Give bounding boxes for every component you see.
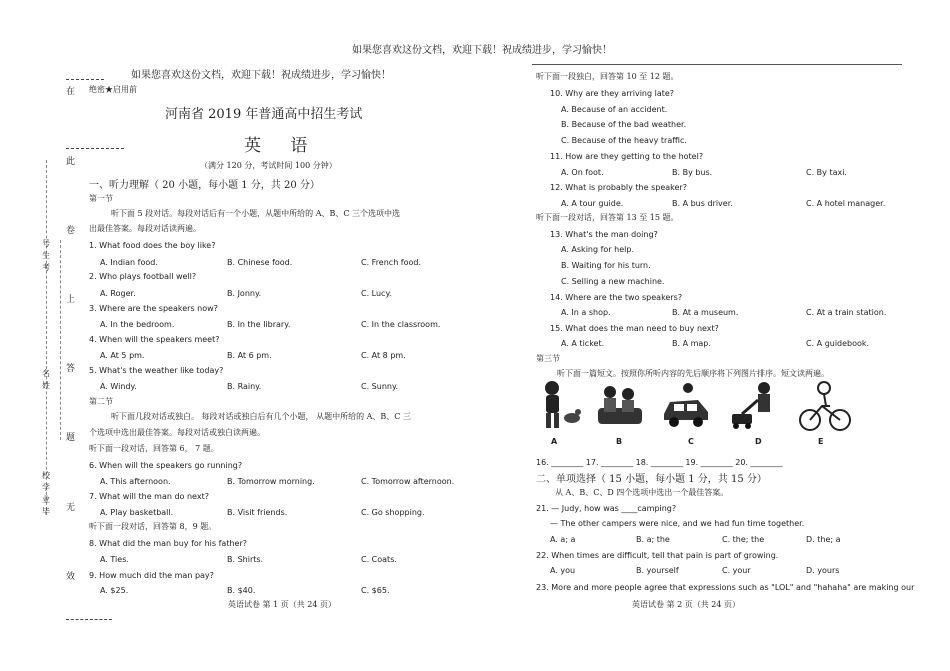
option: A. On foot. bbox=[561, 168, 604, 177]
option: C. your bbox=[722, 566, 751, 575]
option: A. Play basketball. bbox=[100, 508, 174, 517]
exam-title: 河南省 2019 年普通高中招生考试 bbox=[165, 107, 363, 122]
option: A. In the bedroom. bbox=[100, 320, 175, 329]
margin-char: 效 bbox=[66, 572, 76, 582]
picture-label: E bbox=[818, 437, 824, 446]
option: D. yours bbox=[806, 566, 840, 575]
option: D. the; a bbox=[806, 535, 841, 544]
margin-char: 卷 bbox=[66, 226, 76, 236]
question-3: 3. Where are the speakers now? bbox=[89, 304, 218, 313]
picture-b-people-sitting bbox=[596, 378, 644, 434]
margin-char: 在 bbox=[66, 87, 76, 97]
margin-char: 答 bbox=[66, 364, 76, 374]
margin-char: 此 bbox=[66, 157, 76, 167]
question-7: 7. What will the man do next? bbox=[89, 492, 209, 501]
option: B. $40. bbox=[227, 586, 256, 595]
question-15: 15. What does the man need to buy next? bbox=[550, 324, 719, 333]
section2-heading: 二、单项选择（ 15 小题，每小题 1 分，共 15 分） bbox=[536, 474, 767, 485]
option: B. Jonny. bbox=[227, 289, 262, 298]
option: B. Tomorrow morning. bbox=[227, 477, 315, 486]
part2-instruction: 个选项中选出最佳答案。每段对话或独白读两遍。 bbox=[89, 428, 265, 437]
option: B. a; the bbox=[636, 535, 670, 544]
option: B. A bus driver. bbox=[672, 199, 733, 208]
question-6: 6. When will the speakers go running? bbox=[89, 461, 243, 470]
right-footer: 英语试卷 第 2 页（共 24 页） bbox=[632, 600, 740, 609]
option: B. Waiting for his turn. bbox=[561, 261, 651, 270]
section2-instruction: 从 A、B、C、D 四个选项中选出一个最佳答案。 bbox=[555, 488, 729, 497]
option: C. At 8 pm. bbox=[361, 351, 406, 360]
question-4: 4. When will the speakers meet? bbox=[89, 335, 220, 344]
option: A. you bbox=[550, 566, 576, 575]
name-label: 名姓 bbox=[42, 369, 50, 390]
option: A. Roger. bbox=[100, 289, 136, 298]
margin-char: 无 bbox=[66, 503, 76, 513]
sub-instruction: 听下面一段独白，回答第 10 至 12 题。 bbox=[536, 72, 679, 81]
question-5: 5. What's the weather like today? bbox=[89, 366, 224, 375]
option: C. Go shopping. bbox=[361, 508, 425, 517]
question-21-line2: — The other campers were nice, and we had fun time together. bbox=[550, 519, 805, 528]
option: C. Because of the heavy traffic. bbox=[561, 136, 687, 145]
picture-label: B bbox=[616, 437, 623, 446]
option: A. This afternoon. bbox=[100, 477, 171, 486]
option: C. French food. bbox=[361, 258, 422, 267]
part2-instruction: 听下面几段对话或独白。 每段对话或独白后有几个小题， 从题中所给的 A、B、C 三 bbox=[111, 412, 411, 421]
option: B. At a museum. bbox=[672, 308, 739, 317]
school-label: 校学业毕 bbox=[42, 471, 50, 516]
option: C. A hotel manager. bbox=[806, 199, 886, 208]
picture-c-car bbox=[660, 378, 712, 434]
option: A. Ties. bbox=[100, 555, 129, 564]
picture-label: C bbox=[688, 437, 694, 446]
option: A. Because of an accident. bbox=[561, 105, 668, 114]
question-9: 9. How much did the man pay? bbox=[89, 571, 214, 580]
question-2: 2. Who plays football well? bbox=[89, 272, 197, 281]
option: A. Indian food. bbox=[100, 258, 158, 267]
question-12: 12. What is probably the speaker? bbox=[550, 183, 687, 192]
question-14: 14. Where are the two speakers? bbox=[550, 293, 683, 302]
option: C. $65. bbox=[361, 586, 390, 595]
part3-heading: 第三节 bbox=[536, 354, 560, 363]
part1-heading: 第一节 bbox=[89, 194, 113, 203]
option: B. yourself bbox=[636, 566, 679, 575]
secret-mark: 绝密★启用前 bbox=[89, 85, 137, 94]
question-1: 1. What food does the boy like? bbox=[89, 241, 216, 250]
option: C. At a train station. bbox=[806, 308, 887, 317]
exam-info: （满分 120 分，考试时间 100 分钟） bbox=[200, 161, 337, 170]
part1-instruction: 出最佳答案。每段对话读两遍。 bbox=[89, 224, 201, 233]
option: A. A ticket. bbox=[561, 339, 605, 348]
option: C. Coats. bbox=[361, 555, 397, 564]
option: C. A guidebook. bbox=[806, 339, 870, 348]
option: A. a; a bbox=[550, 535, 576, 544]
option: B. At 6 pm. bbox=[227, 351, 272, 360]
option: A. A tour guide. bbox=[561, 199, 624, 208]
option: B. A map. bbox=[672, 339, 711, 348]
question-13: 13. What's the man doing? bbox=[550, 230, 658, 239]
sub-instruction: 听下面一段对话，回答第 8，9 题。 bbox=[89, 522, 217, 531]
option: A. Asking for help. bbox=[561, 245, 634, 254]
answer-blanks: 16. ________ 17. ________ 18. ________ 19. ________ 20. ________ bbox=[536, 458, 783, 467]
picture-e-cyclist bbox=[796, 378, 852, 434]
question-22: 22. When times are difficult, tell that pain is part of growing. bbox=[536, 551, 779, 560]
picture-d-lawn-mower bbox=[728, 378, 780, 434]
picture-label: A bbox=[551, 437, 558, 446]
option: B. By bus. bbox=[672, 168, 713, 177]
option: A. At 5 pm. bbox=[100, 351, 145, 360]
option: B. Visit friends. bbox=[227, 508, 288, 517]
option: C. Tomorrow afternoon. bbox=[361, 477, 455, 486]
option: A. $25. bbox=[100, 586, 129, 595]
section1-heading: 一、听力理解（ 20 小题，每小题 1 分，共 20 分） bbox=[89, 180, 320, 191]
question-23: 23. More and more people agree that expressions such as "LOL" and "hahaha" are making our bbox=[536, 583, 915, 592]
option: C. the; the bbox=[722, 535, 765, 544]
part2-heading: 第二节 bbox=[89, 397, 113, 406]
left-banner: 如果您喜欢这份文档，欢迎下载！祝成绩进步，学习愉快！ bbox=[131, 70, 391, 81]
option: A. Windy. bbox=[100, 382, 137, 391]
part1-instruction: 听下面 5 段对话。每段对话后有一个小题，从题中所给的 A、B、C 三个选项中选 bbox=[111, 209, 401, 218]
page-banner: 如果您喜欢这份文档，欢迎下载！祝成绩进步，学习愉快！ bbox=[352, 45, 612, 56]
margin-char: 上 bbox=[66, 295, 76, 305]
question-11: 11. How are they getting to the hotel? bbox=[550, 152, 704, 161]
binding-line bbox=[46, 160, 47, 515]
option: C. Selling a new machine. bbox=[561, 277, 665, 286]
question-10: 10. Why are they arriving late? bbox=[550, 89, 675, 98]
picture-label: D bbox=[755, 437, 762, 446]
option: C. Lucy. bbox=[361, 289, 392, 298]
picture-a-boy-with-dog bbox=[536, 378, 582, 434]
option: C. Sunny. bbox=[361, 382, 399, 391]
subject-title: 英 语 bbox=[244, 136, 320, 156]
sub-instruction: 听下面一段对话，回答第 13 至 15 题。 bbox=[536, 213, 679, 222]
option: C. By taxi. bbox=[806, 168, 847, 177]
option: B. Rainy. bbox=[227, 382, 262, 391]
option: B. Shirts. bbox=[227, 555, 264, 564]
binding-dash bbox=[66, 619, 112, 620]
option: B. In the library. bbox=[227, 320, 291, 329]
margin-char: 题 bbox=[66, 433, 76, 443]
option: A. In a shop. bbox=[561, 308, 611, 317]
binding-dash bbox=[66, 148, 124, 149]
binding-dash bbox=[66, 79, 104, 80]
option: B. Chinese food. bbox=[227, 258, 293, 267]
binding-line bbox=[60, 240, 61, 440]
header-rule bbox=[532, 64, 902, 65]
question-8: 8. What did the man buy for his father? bbox=[89, 539, 247, 548]
question-21: 21. — Judy, how was ____camping? bbox=[536, 504, 677, 513]
exam-number-label: 号生考 bbox=[42, 239, 50, 272]
sub-instruction: 听下面一段对话，回答第 6， 7 题。 bbox=[89, 444, 219, 453]
part3-instruction: 听下面一篇短文。按照你所听内容的先后顺序将下列图片排序。短文读两遍。 bbox=[557, 369, 829, 378]
left-footer: 英语试卷 第 1 页（共 24 页） bbox=[228, 600, 336, 609]
option: C. In the classroom. bbox=[361, 320, 441, 329]
option: B. Because of the bad weather. bbox=[561, 120, 687, 129]
